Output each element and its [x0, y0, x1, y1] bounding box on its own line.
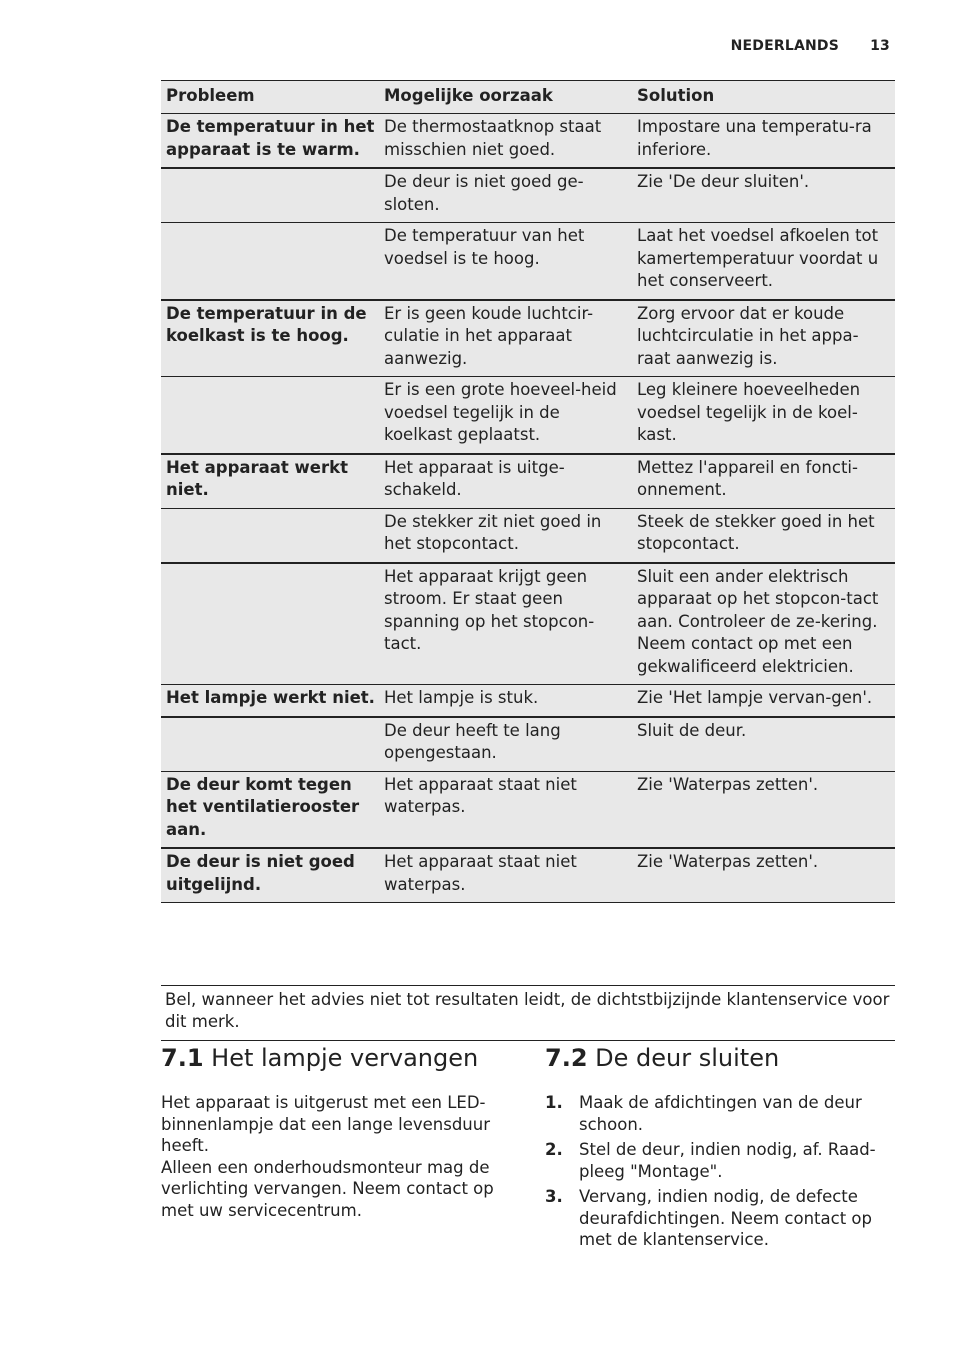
cell-problem: De temperatuur in het apparaat is te warm.: [161, 114, 380, 169]
cell-cause: De temperatuur van het voedsel is te hoog.: [380, 223, 633, 300]
cell-solution: Steek de stekker goed in het stopcontact.: [633, 508, 895, 563]
table-row: [161, 771, 895, 848]
list-item: [545, 1139, 895, 1182]
header-cause: Mogelijke oorzaak: [380, 81, 633, 114]
section-number: 7.1: [161, 1044, 204, 1072]
cell-solution: Zie 'Het lampje vervan-gen'.: [633, 685, 895, 717]
table-row: [161, 563, 895, 685]
table-row: [161, 300, 895, 377]
cell-problem: [161, 717, 380, 772]
cell-cause: Het lampje is stuk.: [380, 685, 633, 717]
table-row: [161, 223, 895, 300]
section-title: [545, 1042, 895, 1074]
section-title: [161, 1042, 511, 1074]
step-text: Maak de afdichtingen van de deur schoon.: [579, 1093, 862, 1134]
cell-solution: Mettez l'appareil en foncti-onnement.: [633, 454, 895, 509]
cell-problem: [161, 508, 380, 563]
table-row: [161, 454, 895, 509]
service-note: Bel, wanneer het advies niet tot resultaten leidt, de dichtstbijzijnde klantenservice voor dit merk.: [161, 985, 895, 1041]
table-row: [161, 114, 895, 169]
section-heading-text: De deur sluiten: [595, 1044, 780, 1072]
cell-cause: Het apparaat is uitge-schakeld.: [380, 454, 633, 509]
cell-solution: Sluit een ander elektrisch apparaat op het stopcon-tact aan. Controleer de ze-kering. Neem contact op met een gekwalificeerd elektricien.: [633, 563, 895, 685]
cell-cause: De stekker zit niet goed in het stopcontact.: [380, 508, 633, 563]
cell-problem: Het apparaat werkt niet.: [161, 454, 380, 509]
cell-solution: Zie 'De deur sluiten'.: [633, 168, 895, 223]
steps-list: [545, 1092, 895, 1251]
cell-cause: Het apparaat staat niet waterpas.: [380, 771, 633, 848]
cell-cause: De thermostaatknop staat misschien niet goed.: [380, 114, 633, 169]
table-row: [161, 377, 895, 454]
cell-cause: Er is een grote hoeveel-heid voedsel tegelijk in de koelkast geplaatst.: [380, 377, 633, 454]
cell-solution: Sluit de deur.: [633, 717, 895, 772]
cell-cause: De deur heeft te lang opengestaan.: [380, 717, 633, 772]
table-row: [161, 848, 895, 903]
table-row: [161, 508, 895, 563]
step-number: 3.: [545, 1187, 563, 1206]
section-heading-text: Het lampje vervangen: [211, 1044, 479, 1072]
page-number: 13: [870, 38, 890, 54]
cell-solution: Zie 'Waterpas zetten'.: [633, 848, 895, 903]
cell-problem: Het lampje werkt niet.: [161, 685, 380, 717]
list-item: [545, 1092, 895, 1135]
step-text: Stel de deur, indien nodig, af. Raad-pleeg "Montage".: [579, 1140, 876, 1181]
step-number: 2.: [545, 1140, 563, 1159]
table-row: [161, 168, 895, 223]
step-number: 1.: [545, 1093, 563, 1112]
page-header: [731, 38, 890, 54]
cell-problem: De deur is niet goed uitgelijnd.: [161, 848, 380, 903]
cell-solution: Zie 'Waterpas zetten'.: [633, 771, 895, 848]
section-close-door: [545, 1042, 895, 1255]
cell-problem: [161, 563, 380, 685]
cell-cause: Er is geen koude luchtcir-culatie in het apparaat aanwezig.: [380, 300, 633, 377]
cell-cause: Het apparaat staat niet waterpas.: [380, 848, 633, 903]
header-solution: Solution: [633, 81, 895, 114]
cell-solution: Laat het voedsel afkoelen tot kamertemperatuur voordat u het conserveert.: [633, 223, 895, 300]
cell-problem: De temperatuur in de koelkast is te hoog.: [161, 300, 380, 377]
section-replace-lamp: [161, 1042, 511, 1221]
troubleshooting-table: [161, 80, 895, 903]
cell-problem: [161, 223, 380, 300]
table-header-row: [161, 81, 895, 114]
cell-cause: Het apparaat krijgt geen stroom. Er staat geen spanning op het stopcon-tact.: [380, 563, 633, 685]
language-label: NEDERLANDS: [730, 38, 840, 54]
table-row: [161, 685, 895, 717]
table-row: [161, 717, 895, 772]
list-item: [545, 1186, 895, 1251]
paragraph: Alleen een onderhoudsmonteur mag de verlichting vervangen. Neem contact op met uw servicecentrum.: [161, 1157, 494, 1220]
cell-solution: Impostare una temperatu-ra inferiore.: [633, 114, 895, 169]
cell-solution: Leg kleinere hoeveelheden voedsel tegelijk in de koel-kast.: [633, 377, 895, 454]
section-number: 7.2: [545, 1044, 588, 1072]
cell-cause: De deur is niet goed ge-sloten.: [380, 168, 633, 223]
paragraph: Het apparaat is uitgerust met een LED-binnenlampje dat een lange levensduur heeft.: [161, 1093, 491, 1155]
cell-solution: Zorg ervoor dat er koude luchtcirculatie in het appa-raat aanwezig is.: [633, 300, 895, 377]
step-text: Vervang, indien nodig, de defecte deurafdichtingen. Neem contact op met de klantenservice.: [579, 1187, 872, 1249]
cell-problem: [161, 377, 380, 454]
header-problem: Probleem: [161, 81, 380, 114]
cell-problem: De deur komt tegen het ventilatierooster aan.: [161, 771, 380, 848]
cell-problem: [161, 168, 380, 223]
